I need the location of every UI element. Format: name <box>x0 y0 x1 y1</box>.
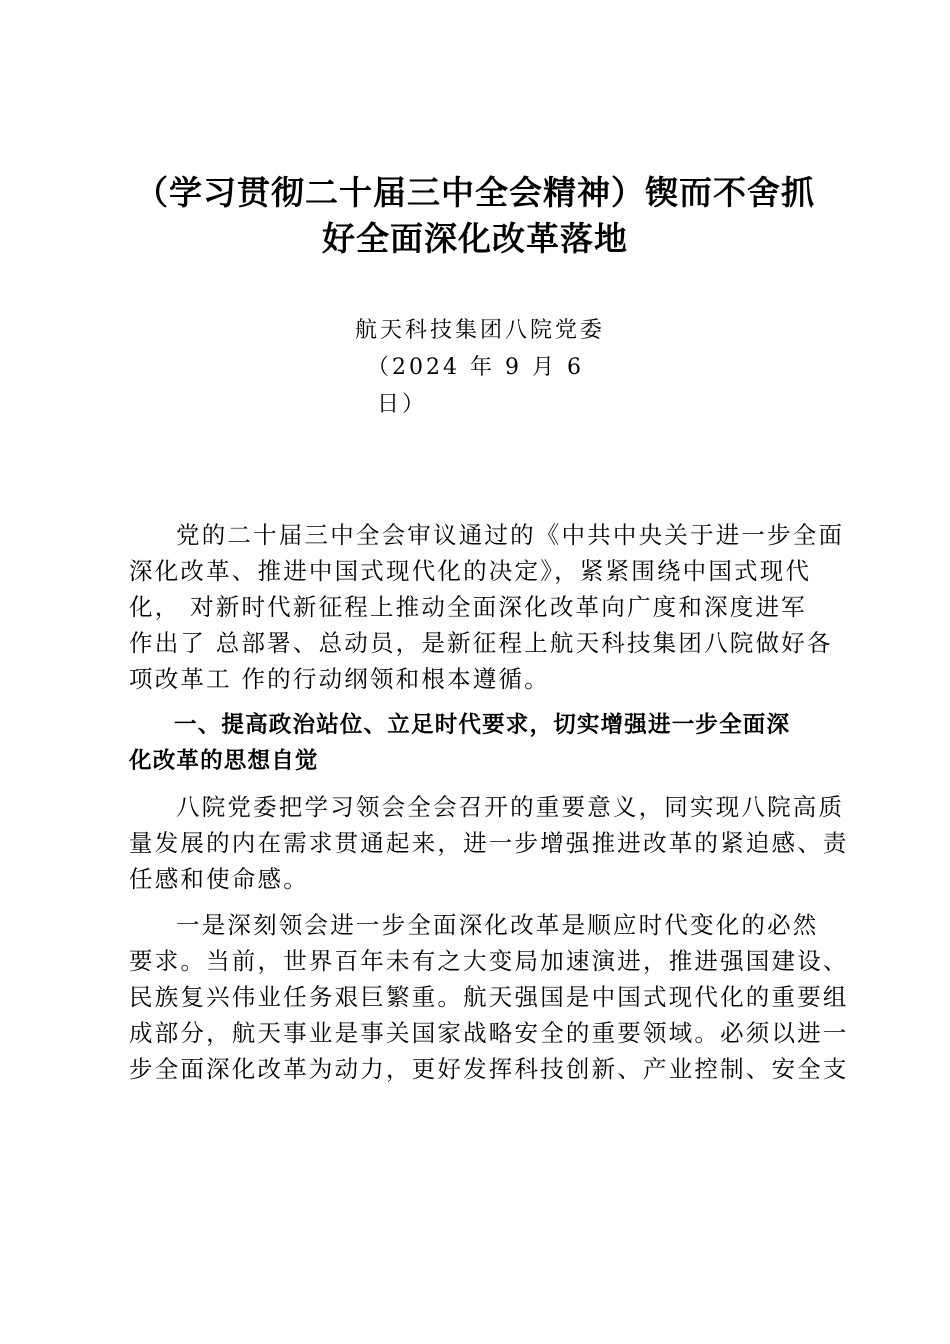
byline <box>355 312 605 423</box>
paragraph-line: 民族复兴伟业任务艰巨繁重。航天强国是中国式现代化的重要组 <box>129 983 849 1011</box>
title-line-2: 好全面深化改革落地 <box>322 219 628 258</box>
byline-organization: 航天科技集团八院党委 <box>355 318 606 343</box>
section-heading-1 <box>129 707 839 779</box>
paragraph-intro <box>129 517 845 697</box>
byline-date-line-1: （2024 年 9 月 6 <box>367 355 584 380</box>
document-title <box>110 170 840 262</box>
heading-line: 一、提高政治站位、立足时代要求，切实增强进一步全面深 <box>174 712 791 738</box>
paragraph-line: 一是深刻领会进一步全面深化改革是顺应时代变化的必然 <box>176 911 819 939</box>
byline-date-line-2: 日） <box>377 392 428 417</box>
paragraph-line: 任感和使命感。 <box>129 865 309 893</box>
paragraph-line: 项改革工 作的行动纲领和根本遵循。 <box>129 665 550 693</box>
paragraph-line: 作出了 总部署、总动员，是新征程上航天科技集团八院做好各 <box>129 629 833 657</box>
paragraph-line: 要求。当前，世界百年未有之大变局加速演进，推进强国建设、 <box>129 947 849 975</box>
paragraph-line: 化， 对新时代新征程上推动全面深化改革向广度和深度进军 <box>129 593 807 621</box>
paragraph-line: 步全面深化改革为动力，更好发挥科技创新、产业控制、安全支 <box>129 1055 849 1083</box>
paragraph-line: 八院党委把学习领会全会召开的重要意义，同实现八院高质 <box>176 793 845 821</box>
paragraph-line: 深化改革、推进中国式现代化的决定》，紧紧围绕中国式现代 <box>129 557 812 585</box>
paragraph-line: 成部分，航天事业是事关国家战略安全的重要领域。必须以进一 <box>129 1019 849 1047</box>
paragraph-line: 量发展的内在需求贯通起来，进一步增强推进改革的紧迫感、责 <box>129 829 849 857</box>
paragraph-party-committee <box>129 789 849 897</box>
title-line-1: （学习贯彻二十届三中全会精神）锲而不舍抓 <box>135 173 815 212</box>
document-body <box>129 517 849 1097</box>
paragraph-point-one <box>129 907 849 1087</box>
heading-line: 化改革的思想自觉 <box>129 748 319 774</box>
paragraph-line: 党的二十届三中全会审议通过的《中共中央关于进一步全面 <box>176 521 845 549</box>
